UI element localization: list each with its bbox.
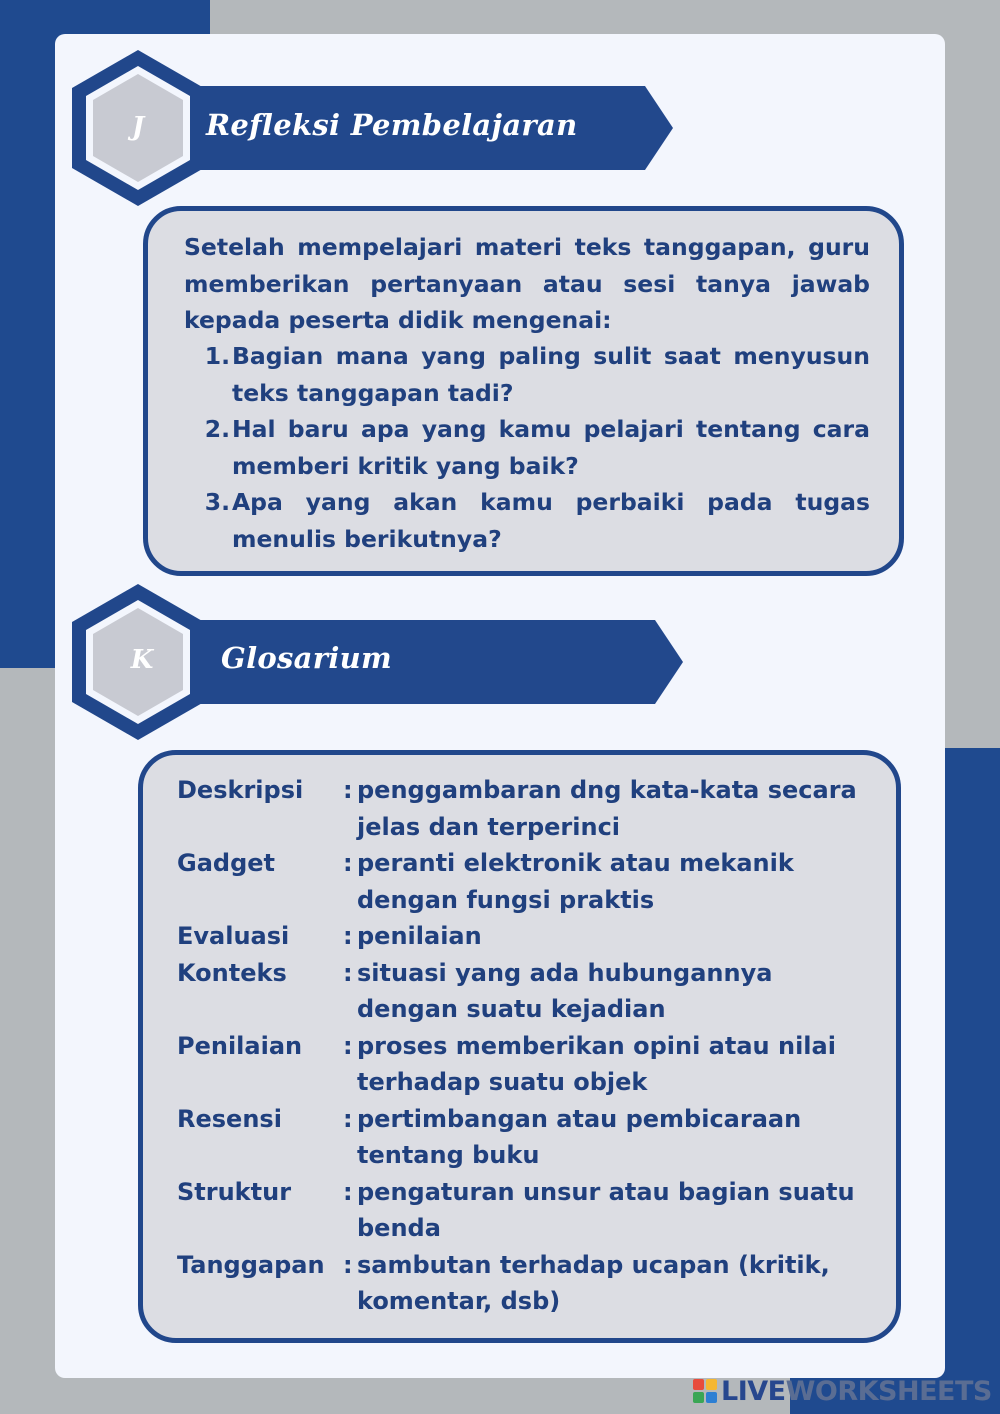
- glossary-separator: :: [343, 922, 353, 950]
- glossary-separator: :: [343, 849, 353, 877]
- question-text: Apa yang akan kamu perbaiki pada tugas menulis berikutnya?: [232, 488, 870, 553]
- list-item: [177, 1028, 877, 1101]
- list-item: [184, 411, 870, 484]
- glossary-term: Struktur: [177, 1177, 292, 1206]
- glossary-definition: penggambaran dng kata-kata secara jelas dan terperinci: [357, 776, 857, 841]
- list-item: [177, 772, 877, 845]
- reflection-intro: Setelah mempelajari materi teks tanggapan, guru memberikan pertanyaan atau sesi tanya jawab kepada peserta didik mengenai:: [184, 233, 870, 334]
- section-j-title: Refleksi Pembelajaran: [206, 108, 578, 142]
- question-number: 3.: [204, 488, 230, 516]
- reflection-question-list: [184, 338, 870, 557]
- list-item: [177, 955, 877, 1028]
- glossary-separator: :: [343, 1031, 353, 1060]
- liveworksheets-watermark: [693, 1376, 992, 1406]
- liveworksheets-logo-icon: [693, 1379, 717, 1403]
- question-number: 2.: [204, 415, 230, 443]
- glossary-term: Konteks: [177, 958, 287, 987]
- watermark-worksheets: WORKSHEETS: [785, 1375, 992, 1407]
- list-item: [177, 845, 877, 918]
- glossary-definition: proses memberikan opini atau nilai terhadap suatu objek: [357, 1031, 836, 1096]
- question-text: Hal baru apa yang kamu pelajari tentang cara memberi kritik yang baik?: [232, 415, 870, 480]
- glossary-definition: peranti elektronik atau mekanik dengan fungsi praktis: [357, 849, 794, 914]
- list-item: [177, 918, 877, 955]
- glossary-definition: situasi yang ada hubungannya dengan suatu kejadian: [357, 958, 773, 1023]
- glossary-term: Penilaian: [177, 1031, 303, 1060]
- watermark-text: [721, 1375, 992, 1407]
- question-number: 1.: [204, 342, 230, 370]
- list-item: [184, 338, 870, 411]
- section-j-letter: J: [131, 112, 145, 142]
- glossary-term: Tanggapan: [177, 1250, 325, 1279]
- watermark-live: LIVE: [721, 1375, 786, 1407]
- section-k-title: Glosarium: [221, 641, 393, 675]
- list-item: [177, 1174, 877, 1247]
- glossary-definition: penilaian: [357, 922, 482, 950]
- glossary-separator: :: [343, 776, 353, 804]
- section-k-letter: K: [130, 645, 154, 675]
- glossary-term: Resensi: [177, 1104, 282, 1133]
- glossary-definition: pertimbangan atau pembicaraan tentang buku: [357, 1104, 802, 1169]
- list-item: [177, 1101, 877, 1174]
- glossary-list: [177, 772, 877, 1320]
- glossary-term: Gadget: [177, 849, 276, 877]
- question-text: Bagian mana yang paling sulit saat menyusun teks tanggapan tadi?: [232, 342, 870, 407]
- glossary-box: [138, 750, 901, 1343]
- reflection-box: [143, 206, 904, 576]
- glossary-definition: sambutan terhadap ucapan (kritik, komentar, dsb): [357, 1250, 830, 1315]
- list-item: [184, 484, 870, 557]
- glossary-separator: :: [343, 1104, 353, 1133]
- list-item: [177, 1247, 877, 1320]
- glossary-term: Evaluasi: [177, 922, 290, 950]
- glossary-separator: :: [343, 1250, 353, 1279]
- glossary-separator: :: [343, 1177, 353, 1206]
- glossary-separator: :: [343, 958, 353, 987]
- glossary-term: Deskripsi: [177, 776, 304, 804]
- glossary-definition: pengaturan unsur atau bagian suatu benda: [357, 1177, 855, 1242]
